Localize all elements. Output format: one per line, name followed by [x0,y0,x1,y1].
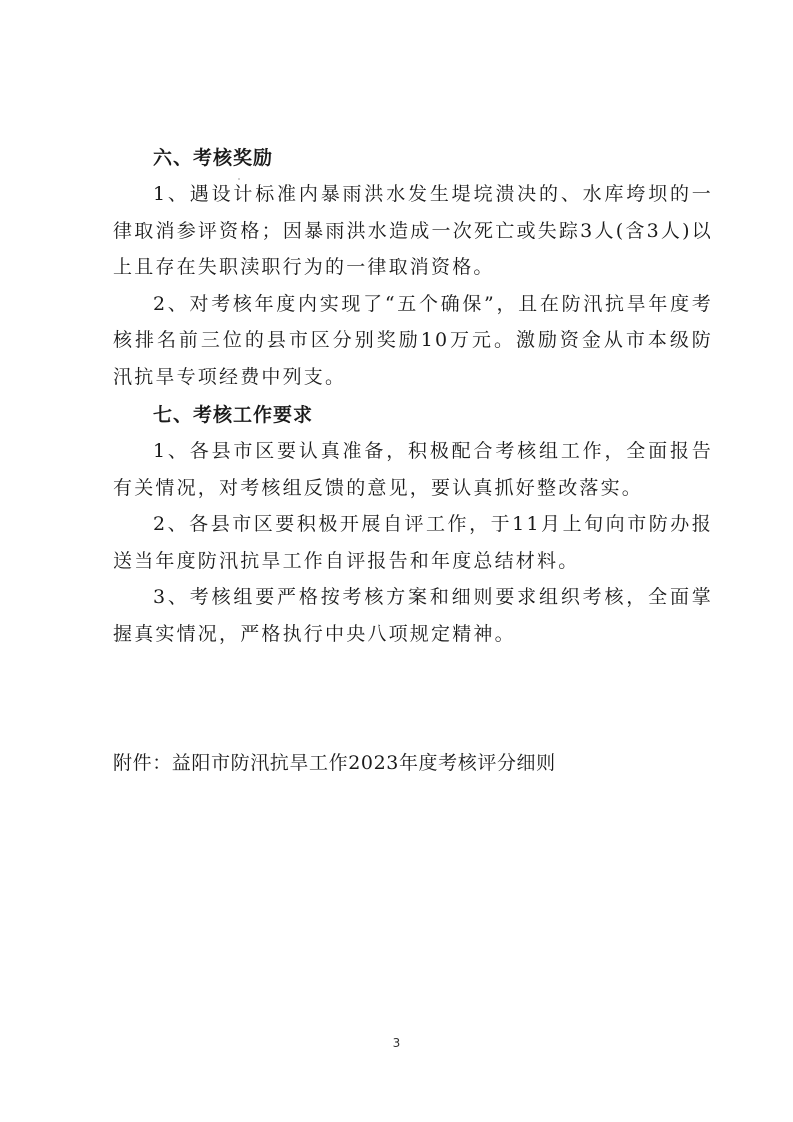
attachment-note: 附件：益阳市防汛抗旱工作2023年度考核评分细则 [113,752,556,774]
section-6-heading: 六、考核奖励 [153,147,274,169]
section-6-paragraph-2: 2、对考核年度内实现了“五个确保”，且在防汛抗旱年度考核排名前三位的县市区分别奖励10万元。激励资金从市本级防汛抗旱专项经费中列支。 [113,292,713,388]
section-7-heading: 七、考核工作要求 [153,404,314,426]
section-7-paragraph-1: 1、各县市区要认真准备，积极配合考核组工作，全面报告有关情况，对考核组反馈的意见，要认真抓好整改落实。 [113,440,713,499]
section-7-paragraph-2: 2、各县市区要积极开展自评工作，于11月上旬向市防办报送当年度防汛抗旱工作自评报告和年度总结材料。 [113,513,713,572]
document-body [113,140,713,652]
section-7-paragraph-3: 3、考核组要严格按考核方案和细则要求组织考核，全面掌握真实情况，严格执行中央八项规定精神。 [113,586,713,645]
section-6-paragraph-1: 1、遇设计标准内暴雨洪水发生堤垸溃决的、水库垮坝的一律取消参评资格；因暴雨洪水造成一次死亡或失踪3人(含3人)以上且存在失职渎职行为的一律取消资格。 [113,183,713,278]
page-number: 3 [392,1036,401,1050]
